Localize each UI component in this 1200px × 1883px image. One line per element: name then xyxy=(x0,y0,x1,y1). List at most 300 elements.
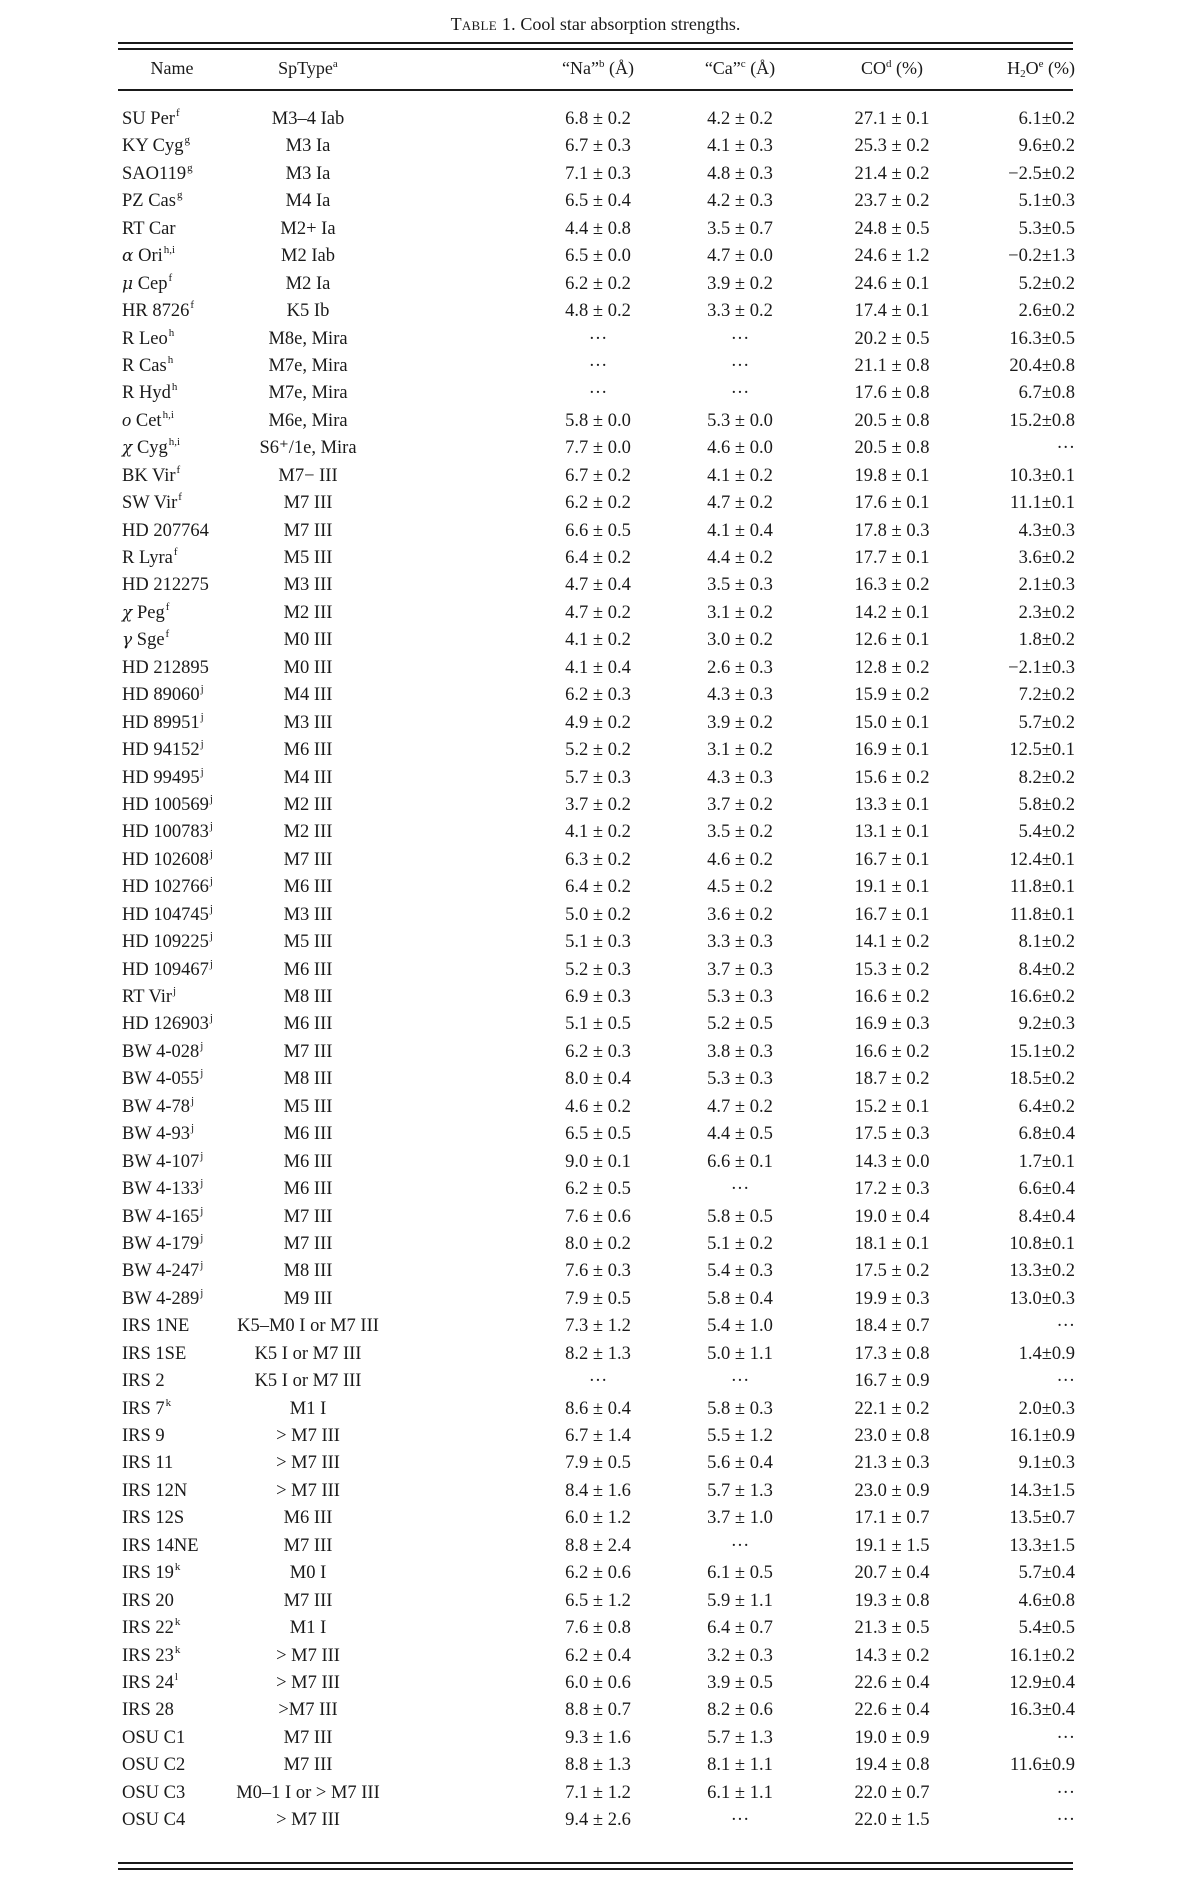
table-row xyxy=(118,655,1073,682)
star-name: HD 102766$^j$ xyxy=(122,875,213,898)
star-name: HD 100783$^j$ xyxy=(122,820,213,843)
ca-strength: 5.2 ± 0.5 xyxy=(707,1014,773,1035)
h2o-strength: ··· xyxy=(1056,1371,1075,1392)
h2o-strength: 2.0±0.3 xyxy=(1018,1398,1075,1419)
table-row xyxy=(118,1094,1073,1121)
table-row xyxy=(118,710,1073,737)
table-row xyxy=(118,902,1073,929)
co-strength: 18.4 ± 0.7 xyxy=(854,1316,930,1337)
h2o-strength: 11.1±0.1 xyxy=(1010,493,1075,514)
co-strength: 19.9 ± 0.3 xyxy=(854,1288,930,1309)
footnote-marker: f xyxy=(176,463,181,476)
ca-strength: 5.4 ± 1.0 xyxy=(707,1316,773,1337)
h2o-strength: 9.2±0.3 xyxy=(1018,1014,1075,1035)
co-strength: 16.7 ± 0.1 xyxy=(854,904,930,925)
footnote-marker: g xyxy=(184,134,190,147)
star-name: SU Per$^f$ xyxy=(122,107,180,129)
col-header-name: Name xyxy=(150,58,194,78)
star-name: IRS 22$^k$ xyxy=(122,1616,181,1639)
na-strength: 4.1 ± 0.4 xyxy=(565,657,631,678)
footnote-marker: f xyxy=(165,600,170,613)
footnote-marker: l xyxy=(174,1670,178,1683)
table-row xyxy=(118,792,1073,819)
h2o-strength: ··· xyxy=(1056,1782,1075,1803)
spectral-type: M4 III xyxy=(283,685,333,706)
h2o-strength: 8.1±0.2 xyxy=(1018,932,1075,953)
ca-strength: 3.5 ± 0.2 xyxy=(707,822,773,843)
spectral-type: M2+ Ia xyxy=(280,218,336,239)
spectral-type: K5 Ib xyxy=(286,301,330,322)
table-row xyxy=(118,1670,1073,1697)
co-strength: 19.4 ± 0.8 xyxy=(854,1755,930,1776)
ca-strength: 4.1 ± 0.4 xyxy=(707,520,773,541)
star-name: R Lyra$^f$ xyxy=(122,546,178,568)
co-strength: 14.3 ± 0.2 xyxy=(854,1645,930,1666)
na-strength: 8.0 ± 0.2 xyxy=(565,1233,631,1254)
footnote-marker: f xyxy=(168,271,173,284)
star-name: IRS 1NE xyxy=(122,1316,190,1337)
h2o-strength: 8.2±0.2 xyxy=(1018,767,1075,788)
co-strength: 14.2 ± 0.1 xyxy=(854,602,930,623)
spectral-type: M4 III xyxy=(283,767,333,788)
top-rule-inner xyxy=(118,48,1073,50)
footnote-marker: j xyxy=(209,847,213,860)
ca-strength: 3.0 ± 0.2 xyxy=(707,630,773,651)
co-strength: 16.9 ± 0.3 xyxy=(854,1014,930,1035)
table-row xyxy=(118,1560,1073,1587)
ca-strength: 3.3 ± 0.2 xyxy=(707,301,773,322)
co-strength: 16.7 ± 0.1 xyxy=(854,849,930,870)
co-strength: 19.0 ± 0.9 xyxy=(854,1727,930,1748)
h2o-strength: 6.1±0.2 xyxy=(1018,109,1075,129)
ca-strength: 3.7 ± 0.2 xyxy=(707,794,773,815)
ca-strength: ··· xyxy=(730,1179,750,1200)
co-strength: 23.0 ± 0.8 xyxy=(854,1426,930,1446)
h2o-strength: 13.0±0.3 xyxy=(1009,1288,1075,1309)
na-strength: ··· xyxy=(588,1371,608,1392)
co-strength: 23.7 ± 0.2 xyxy=(854,191,930,212)
co-strength: 17.2 ± 0.3 xyxy=(854,1179,930,1200)
footnote-marker: k xyxy=(174,1561,181,1574)
h2o-strength: 18.5±0.2 xyxy=(1009,1069,1075,1090)
h2o-strength: 12.9±0.4 xyxy=(1009,1672,1075,1693)
star-name: BW 4-179$^j$ xyxy=(122,1231,204,1254)
ca-strength: 8.2 ± 0.6 xyxy=(707,1700,773,1721)
ca-strength: 8.1 ± 1.1 xyxy=(707,1755,773,1776)
spectral-type: M7 III xyxy=(283,493,333,514)
na-strength: 5.2 ± 0.3 xyxy=(565,959,631,980)
spectral-type: M9 III xyxy=(283,1288,333,1309)
footnote-marker: j xyxy=(200,1067,204,1080)
h2o-strength: 16.1±0.9 xyxy=(1009,1426,1075,1446)
star-name: HD 102608$^j$ xyxy=(122,847,213,870)
spectral-type: M8 III xyxy=(283,1261,333,1282)
spectral-type: M8 III xyxy=(283,987,333,1007)
co-strength: 21.4 ± 0.2 xyxy=(854,163,930,184)
footnote-marker: h,i xyxy=(162,408,174,421)
co-strength: 19.3 ± 0.8 xyxy=(854,1590,930,1611)
spectral-type: M6 III xyxy=(283,1179,333,1200)
ca-strength: 5.5 ± 1.2 xyxy=(707,1426,773,1446)
co-strength: 21.3 ± 0.3 xyxy=(854,1453,930,1474)
table-row xyxy=(118,490,1073,517)
na-strength: 9.0 ± 0.1 xyxy=(565,1151,631,1172)
spectral-type: M7 III xyxy=(283,1755,333,1776)
star-name: α Ori$^{h,i}$ xyxy=(122,244,176,267)
h2o-strength: 5.3±0.5 xyxy=(1018,218,1075,239)
spectral-type: M2 Iab xyxy=(281,246,335,267)
star-name: RT Vir$^j$ xyxy=(122,985,177,1007)
co-strength: 17.7 ± 0.1 xyxy=(854,548,930,568)
star-name: γ Sge$^f$ xyxy=(122,628,170,651)
table-row xyxy=(118,627,1073,654)
ca-strength: ··· xyxy=(730,1371,750,1392)
na-strength: 8.8 ± 2.4 xyxy=(565,1535,631,1556)
h2o-strength: 1.4±0.9 xyxy=(1018,1343,1075,1364)
h2o-strength: 5.4±0.2 xyxy=(1018,822,1075,843)
na-strength: 6.4 ± 0.2 xyxy=(565,877,631,898)
ca-strength: 5.8 ± 0.3 xyxy=(707,1398,773,1419)
ca-strength: 4.6 ± 0.0 xyxy=(707,438,773,459)
ca-strength: 4.7 ± 0.2 xyxy=(707,493,773,514)
star-name: χ Cyg$^{h,i}$ xyxy=(122,436,181,459)
spectral-type: M6 III xyxy=(283,1508,333,1529)
table-row xyxy=(118,326,1073,353)
na-strength: 8.4 ± 1.6 xyxy=(565,1480,631,1501)
footnote-marker: j xyxy=(191,1094,195,1107)
na-strength: 5.1 ± 0.3 xyxy=(565,932,631,953)
ca-strength: ··· xyxy=(730,383,750,404)
star-name: BW 4-055$^j$ xyxy=(122,1067,204,1090)
h2o-strength: 11.8±0.1 xyxy=(1010,904,1075,925)
ca-strength: 5.9 ± 1.1 xyxy=(707,1590,773,1611)
spectral-type: M7 III xyxy=(283,849,333,870)
na-strength: 6.2 ± 0.2 xyxy=(565,493,631,514)
table-row xyxy=(118,106,1073,133)
table-row xyxy=(118,957,1073,984)
h2o-strength: 2.1±0.3 xyxy=(1018,575,1075,596)
co-strength: 15.2 ± 0.1 xyxy=(854,1096,930,1117)
h2o-strength: 13.3±1.5 xyxy=(1009,1535,1075,1556)
na-strength: 6.2 ± 0.6 xyxy=(565,1563,631,1584)
table-row xyxy=(118,545,1073,572)
h2o-strength: ··· xyxy=(1056,438,1075,459)
table-row xyxy=(118,1368,1073,1395)
star-name: HD 212275 xyxy=(122,575,209,596)
star-name: o Cet$^{h,i}$ xyxy=(122,408,174,431)
table-row xyxy=(118,1231,1073,1258)
spectral-type: M7 III xyxy=(283,1041,333,1062)
star-name: OSU C2 xyxy=(122,1755,186,1776)
footnote-marker: j xyxy=(173,985,177,997)
co-strength: 15.6 ± 0.2 xyxy=(854,767,930,788)
footnote-marker: j xyxy=(200,710,204,723)
table-row xyxy=(118,737,1073,764)
spectral-type: M5 III xyxy=(283,548,333,568)
h2o-strength: 5.7±0.2 xyxy=(1018,712,1075,733)
spectral-type: > M7 III xyxy=(276,1810,340,1831)
h2o-strength: 11.6±0.9 xyxy=(1010,1755,1075,1776)
table-row xyxy=(118,1176,1073,1203)
star-name: IRS 1SE xyxy=(122,1343,187,1364)
spectral-type: M8 III xyxy=(283,1069,333,1090)
table-row xyxy=(118,298,1073,325)
table-row xyxy=(118,874,1073,901)
na-strength: 5.2 ± 0.2 xyxy=(565,740,631,761)
table-row xyxy=(118,1286,1073,1313)
co-strength: 15.3 ± 0.2 xyxy=(854,959,930,980)
table-label: Table 1. xyxy=(450,14,516,34)
co-strength: 17.3 ± 0.8 xyxy=(854,1343,930,1364)
na-strength: 8.8 ± 1.3 xyxy=(565,1755,631,1776)
table-row xyxy=(118,1204,1073,1231)
co-strength: 17.6 ± 0.8 xyxy=(854,383,930,404)
star-name: BW 4-133$^j$ xyxy=(122,1177,204,1200)
star-name: HR 8726$^f$ xyxy=(122,299,194,322)
footnote-marker: j xyxy=(200,683,204,696)
spectral-type: M7 III xyxy=(283,1206,333,1227)
ca-strength: 6.1 ± 0.5 xyxy=(707,1563,773,1584)
h2o-strength: 16.6±0.2 xyxy=(1009,987,1075,1007)
table-row xyxy=(118,1341,1073,1368)
spectral-type: M3–4 Iab xyxy=(271,109,345,129)
na-strength: 6.4 ± 0.2 xyxy=(565,548,631,568)
footnote-marker: g xyxy=(176,189,183,202)
h2o-strength: 16.1±0.2 xyxy=(1009,1645,1075,1666)
na-strength: 8.6 ± 0.4 xyxy=(565,1398,631,1419)
table-row xyxy=(118,1780,1073,1807)
star-name: IRS 9 xyxy=(122,1426,165,1446)
na-strength: 6.0 ± 1.2 xyxy=(565,1508,631,1529)
spectral-type: M0–1 I or > M7 III xyxy=(236,1782,380,1803)
na-strength: 4.4 ± 0.8 xyxy=(565,218,631,239)
ca-strength: 3.1 ± 0.2 xyxy=(707,602,773,623)
star-name: HD 100569$^j$ xyxy=(122,792,213,815)
na-strength: 5.1 ± 0.5 xyxy=(565,1014,631,1035)
col-header-h2o: $H_2O^e$ (%) xyxy=(1007,58,1075,80)
ca-strength: 3.9 ± 0.2 xyxy=(707,273,773,294)
na-strength: 7.1 ± 1.2 xyxy=(565,1782,631,1803)
table-row xyxy=(118,161,1073,188)
footnote-marker: j xyxy=(209,875,213,888)
table-caption-text: Cool star absorption strengths. xyxy=(520,14,741,34)
co-strength: 13.3 ± 0.1 xyxy=(854,794,930,815)
star-name: PZ Cas$^g$ xyxy=(122,189,183,212)
spectral-type: > M7 III xyxy=(276,1645,340,1666)
spectral-type: M7 III xyxy=(283,1233,333,1254)
table-row xyxy=(118,682,1073,709)
spectral-type: M2 III xyxy=(283,794,333,815)
ca-strength: 5.1 ± 0.2 xyxy=(707,1233,773,1254)
table-row xyxy=(118,1505,1073,1532)
h2o-strength: 16.3±0.4 xyxy=(1009,1700,1075,1721)
spectral-type: M8e, Mira xyxy=(268,328,348,349)
na-strength: 8.0 ± 0.4 xyxy=(565,1069,631,1090)
na-strength: 6.5 ± 0.4 xyxy=(565,191,631,212)
table-row xyxy=(118,1039,1073,1066)
h2o-strength: ··· xyxy=(1056,1316,1075,1337)
h2o-strength: ··· xyxy=(1056,1810,1075,1831)
star-name: KY Cyg$^g$ xyxy=(122,134,190,157)
spectral-type: M4 Ia xyxy=(285,191,331,212)
col-header-h2o-label: $H_2O$ xyxy=(1007,58,1039,80)
co-strength: 15.9 ± 0.2 xyxy=(854,685,930,706)
na-strength: 6.2 ± 0.3 xyxy=(565,1041,631,1062)
table-row xyxy=(118,1588,1073,1615)
footnote-marker: k xyxy=(165,1396,172,1409)
h2o-strength: 3.6±0.2 xyxy=(1018,548,1075,568)
footnote-marker: j xyxy=(200,1177,204,1190)
ca-strength: ··· xyxy=(730,1810,750,1831)
ca-strength: ··· xyxy=(730,328,750,349)
na-strength: ··· xyxy=(588,383,608,404)
h2o-strength: 13.5±0.7 xyxy=(1009,1508,1075,1529)
h2o-strength: 15.1±0.2 xyxy=(1009,1041,1075,1062)
h2o-strength: 15.2±0.8 xyxy=(1009,410,1075,431)
h2o-strength: 9.1±0.3 xyxy=(1018,1453,1075,1474)
table-row xyxy=(118,1478,1073,1505)
h2o-strength: 16.3±0.5 xyxy=(1009,328,1075,349)
star-name: OSU C1 xyxy=(122,1727,186,1748)
h2o-strength: 10.3±0.1 xyxy=(1009,465,1075,486)
na-strength: 6.9 ± 0.3 xyxy=(565,987,631,1007)
star-name: HD 89951$^j$ xyxy=(122,710,204,733)
table-row xyxy=(118,1450,1073,1477)
ca-strength: 3.2 ± 0.3 xyxy=(707,1645,773,1666)
star-name: BW 4-028$^j$ xyxy=(122,1039,204,1062)
co-strength: 16.6 ± 0.2 xyxy=(854,1041,930,1062)
co-strength: 22.0 ± 1.5 xyxy=(854,1810,930,1831)
na-strength: 9.4 ± 2.6 xyxy=(565,1810,631,1831)
co-strength: 27.1 ± 0.1 xyxy=(854,109,930,129)
spectral-type: M2 III xyxy=(283,822,333,843)
ca-strength: 4.1 ± 0.2 xyxy=(707,465,773,486)
na-strength: 6.5 ± 0.5 xyxy=(565,1124,631,1145)
spectral-type: M7 III xyxy=(283,1590,333,1611)
footnote-marker: j xyxy=(209,957,213,970)
footnote-marker: j xyxy=(200,1286,204,1299)
na-strength: 6.5 ± 1.2 xyxy=(565,1590,631,1611)
h2o-strength: 14.3±1.5 xyxy=(1009,1480,1075,1501)
h2o-strength: 12.4±0.1 xyxy=(1009,849,1075,870)
co-strength: 19.8 ± 0.1 xyxy=(854,465,930,486)
spectral-type: M7 III xyxy=(283,1727,333,1748)
table-row xyxy=(118,600,1073,627)
table-row xyxy=(118,984,1073,1011)
co-strength: 12.6 ± 0.1 xyxy=(854,630,930,651)
co-strength: 13.1 ± 0.1 xyxy=(854,822,930,843)
star-name: BW 4-107$^j$ xyxy=(122,1149,204,1172)
spectral-type: M0 I xyxy=(289,1563,327,1584)
ca-strength: 5.6 ± 0.4 xyxy=(707,1453,773,1474)
na-strength: 6.6 ± 0.5 xyxy=(565,520,631,541)
na-strength: 7.9 ± 0.5 xyxy=(565,1453,631,1474)
na-strength: 8.8 ± 0.7 xyxy=(565,1700,631,1721)
footnote-marker: j xyxy=(209,820,213,833)
h2o-strength: 5.4±0.5 xyxy=(1018,1618,1075,1639)
star-name: SAO119$^g$ xyxy=(122,161,193,184)
h2o-strength: 2.3±0.2 xyxy=(1018,602,1075,623)
table-row xyxy=(118,1697,1073,1724)
co-strength: 19.1 ± 1.5 xyxy=(854,1535,930,1556)
col-header-na: “Na”$^b$ (Å) xyxy=(562,58,634,78)
na-strength: 7.7 ± 0.0 xyxy=(565,438,631,459)
co-strength: 21.1 ± 0.8 xyxy=(854,355,930,376)
co-strength: 22.0 ± 0.7 xyxy=(854,1782,930,1803)
na-strength: 6.8 ± 0.2 xyxy=(565,109,631,129)
ca-strength: 4.4 ± 0.5 xyxy=(707,1124,773,1145)
footnote-marker: h xyxy=(171,381,178,394)
ca-strength: 3.1 ± 0.2 xyxy=(707,740,773,761)
co-strength: 17.5 ± 0.2 xyxy=(854,1261,930,1282)
star-name: HD 212895 xyxy=(122,657,209,678)
spectral-type: M6 III xyxy=(283,740,333,761)
star-name: HD 126903$^j$ xyxy=(122,1012,213,1035)
na-strength: 6.7 ± 0.3 xyxy=(565,136,631,157)
header-rule xyxy=(118,89,1073,91)
co-strength: 18.1 ± 0.1 xyxy=(854,1233,930,1254)
star-name: HD 207764 xyxy=(122,520,209,541)
footnote-marker: h xyxy=(167,353,174,366)
spectral-type: M6 III xyxy=(283,959,333,980)
co-strength: 20.5 ± 0.8 xyxy=(854,438,930,459)
footnote-marker: f xyxy=(175,107,180,119)
star-name: BW 4-247$^j$ xyxy=(122,1259,204,1282)
table-row xyxy=(118,271,1073,298)
spectral-type: M2 Ia xyxy=(285,273,331,294)
ca-strength: 5.8 ± 0.4 xyxy=(707,1288,773,1309)
star-name: IRS 11 xyxy=(122,1453,174,1474)
co-strength: 12.8 ± 0.2 xyxy=(854,657,930,678)
ca-strength: 5.7 ± 1.3 xyxy=(707,1480,773,1501)
bottom-rule xyxy=(118,1862,1073,1864)
col-header-sptype: SpType$^a$ xyxy=(278,58,338,78)
co-strength: 17.6 ± 0.1 xyxy=(854,493,930,514)
footnote-marker: k xyxy=(174,1643,181,1656)
h2o-strength: 7.2±0.2 xyxy=(1018,685,1075,706)
h2o-strength: 5.2±0.2 xyxy=(1018,273,1075,294)
table-row xyxy=(118,1313,1073,1340)
na-strength: 6.2 ± 0.4 xyxy=(565,1645,631,1666)
co-strength: 17.5 ± 0.3 xyxy=(854,1124,930,1145)
co-strength: 25.3 ± 0.2 xyxy=(854,136,930,157)
co-strength: 22.6 ± 0.4 xyxy=(854,1700,930,1721)
ca-strength: 5.3 ± 0.3 xyxy=(707,987,773,1007)
ca-strength: 4.5 ± 0.2 xyxy=(707,877,773,898)
star-name: R Leo$^h$ xyxy=(122,326,175,349)
table-row xyxy=(118,1533,1073,1560)
h2o-strength: 6.7±0.8 xyxy=(1018,383,1075,404)
spectral-type: M7 III xyxy=(283,520,333,541)
table-row xyxy=(118,819,1073,846)
co-strength: 22.1 ± 0.2 xyxy=(854,1398,930,1419)
h2o-strength: 4.6±0.8 xyxy=(1018,1590,1075,1611)
ca-strength: 4.4 ± 0.2 xyxy=(707,548,773,568)
co-strength: 22.6 ± 0.4 xyxy=(854,1672,930,1693)
ca-strength: 5.3 ± 0.3 xyxy=(707,1069,773,1090)
h2o-strength: 6.6±0.4 xyxy=(1018,1179,1075,1200)
na-strength: 6.7 ± 1.4 xyxy=(565,1426,631,1446)
co-strength: 15.0 ± 0.1 xyxy=(854,712,930,733)
ca-strength: ··· xyxy=(730,355,750,376)
table-row xyxy=(118,1643,1073,1670)
table-row xyxy=(118,435,1073,462)
h2o-strength: −0.2±1.3 xyxy=(1008,246,1075,267)
ca-strength: 2.6 ± 0.3 xyxy=(707,657,773,678)
star-name: IRS 20 xyxy=(122,1590,174,1611)
na-strength: 5.0 ± 0.2 xyxy=(565,904,631,925)
star-name: OSU C3 xyxy=(122,1782,186,1803)
